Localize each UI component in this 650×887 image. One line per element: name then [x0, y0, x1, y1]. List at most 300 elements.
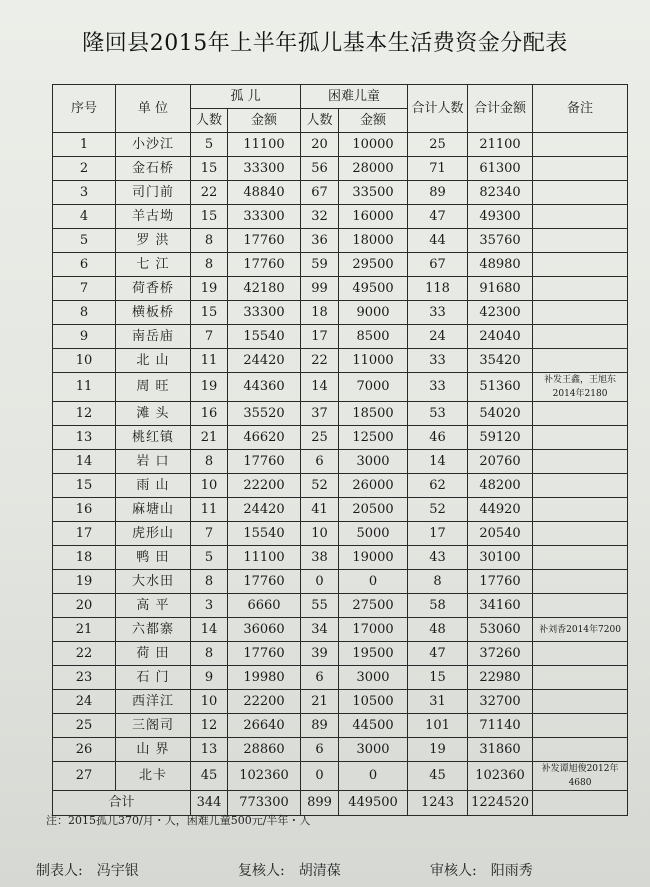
document-title: 隆回县2015年上半年孤儿基本生活费资金分配表	[82, 31, 568, 56]
cell-hardship-amount: 3000	[339, 450, 408, 474]
cell-total-count: 101	[408, 714, 468, 738]
cell-orphan-count: 14	[191, 618, 228, 642]
cell-note	[533, 642, 628, 666]
cell-unit: 虎形山	[116, 522, 191, 546]
cell-total-amount: 24040	[468, 325, 533, 349]
table-row	[53, 546, 628, 570]
cell-orphan-count: 15	[191, 301, 228, 325]
table-row	[53, 450, 628, 474]
table-row	[53, 666, 628, 690]
cell-orphan-amount: 17760	[228, 450, 301, 474]
table-row	[53, 373, 628, 402]
table-row	[53, 474, 628, 498]
cell-orphan-amount: 33300	[228, 301, 301, 325]
total-orphan-amount: 773300	[228, 791, 301, 816]
cell-hardship-count: 32	[301, 205, 339, 229]
total-hardship-amount: 449500	[339, 791, 408, 816]
cell-total-count: 71	[408, 157, 468, 181]
cell-total-amount: 31860	[468, 738, 533, 762]
cell-total-amount: 61300	[468, 157, 533, 181]
cell-total-count: 53	[408, 402, 468, 426]
cell-orphan-count: 11	[191, 498, 228, 522]
cell-total-count: 44	[408, 229, 468, 253]
cell-orphan-count: 8	[191, 642, 228, 666]
cell-unit: 金石桥	[116, 157, 191, 181]
table-row	[53, 426, 628, 450]
cell-hardship-count: 36	[301, 229, 339, 253]
cell-orphan-count: 22	[191, 181, 228, 205]
header-note: 备注	[533, 85, 628, 133]
cell-note: 补发谭旭俊2012年4680	[533, 762, 628, 791]
cell-hardship-count: 99	[301, 277, 339, 301]
cell-orphan-count: 5	[191, 546, 228, 570]
cell-unit: 麻塘山	[116, 498, 191, 522]
cell-hardship-count: 17	[301, 325, 339, 349]
cell-orphan-amount: 15540	[228, 522, 301, 546]
total-amount: 1224520	[468, 791, 533, 816]
cell-seq: 11	[53, 373, 116, 402]
cell-seq: 19	[53, 570, 116, 594]
cell-hardship-count: 22	[301, 349, 339, 373]
cell-hardship-count: 37	[301, 402, 339, 426]
cell-orphan-amount: 24420	[228, 349, 301, 373]
table-row	[53, 618, 628, 642]
cell-note: 补发王鑫，王旭东2014年2180	[533, 373, 628, 402]
table-row	[53, 642, 628, 666]
cell-hardship-amount: 12500	[339, 426, 408, 450]
cell-hardship-amount: 16000	[339, 205, 408, 229]
cell-hardship-amount: 49500	[339, 277, 408, 301]
cell-seq: 9	[53, 325, 116, 349]
table-row	[53, 349, 628, 373]
cell-orphan-count: 10	[191, 474, 228, 498]
cell-hardship-count: 6	[301, 450, 339, 474]
cell-orphan-amount: 36060	[228, 618, 301, 642]
cell-hardship-count: 25	[301, 426, 339, 450]
cell-total-amount: 59120	[468, 426, 533, 450]
table-row	[53, 498, 628, 522]
cell-hardship-amount: 0	[339, 762, 408, 791]
cell-seq: 10	[53, 349, 116, 373]
cell-orphan-amount: 22200	[228, 474, 301, 498]
cell-total-amount: 91680	[468, 277, 533, 301]
cell-hardship-count: 18	[301, 301, 339, 325]
cell-total-amount: 44920	[468, 498, 533, 522]
cell-orphan-count: 21	[191, 426, 228, 450]
cell-total-count: 33	[408, 301, 468, 325]
table-row	[53, 690, 628, 714]
cell-note	[533, 301, 628, 325]
cell-seq: 15	[53, 474, 116, 498]
cell-hardship-count: 38	[301, 546, 339, 570]
cell-total-count: 48	[408, 618, 468, 642]
cell-note	[533, 402, 628, 426]
cell-hardship-amount: 44500	[339, 714, 408, 738]
cell-total-amount: 30100	[468, 546, 533, 570]
cell-hardship-amount: 10500	[339, 690, 408, 714]
cell-total-amount: 48200	[468, 474, 533, 498]
cell-orphan-amount: 33300	[228, 157, 301, 181]
cell-hardship-count: 6	[301, 666, 339, 690]
cell-hardship-count: 10	[301, 522, 339, 546]
table-row	[53, 301, 628, 325]
table-row	[53, 205, 628, 229]
cell-note: 补刘香2014年7200	[533, 618, 628, 642]
cell-orphan-count: 3	[191, 594, 228, 618]
cell-orphan-count: 8	[191, 253, 228, 277]
cell-seq: 22	[53, 642, 116, 666]
cell-total-amount: 35420	[468, 349, 533, 373]
cell-hardship-amount: 8500	[339, 325, 408, 349]
cell-seq: 26	[53, 738, 116, 762]
cell-hardship-amount: 29500	[339, 253, 408, 277]
cell-orphan-amount: 11100	[228, 133, 301, 157]
reviewer-label: 复核人:	[238, 863, 285, 879]
table-row	[53, 181, 628, 205]
cell-orphan-amount: 35520	[228, 402, 301, 426]
cell-note	[533, 714, 628, 738]
cell-total-amount: 17760	[468, 570, 533, 594]
cell-orphan-count: 45	[191, 762, 228, 791]
allocation-table	[52, 84, 628, 816]
cell-total-amount: 32700	[468, 690, 533, 714]
cell-total-count: 33	[408, 349, 468, 373]
cell-seq: 13	[53, 426, 116, 450]
cell-total-count: 15	[408, 666, 468, 690]
cell-unit: 雨 山	[116, 474, 191, 498]
cell-total-amount: 20760	[468, 450, 533, 474]
cell-total-count: 43	[408, 546, 468, 570]
cell-hardship-amount: 27500	[339, 594, 408, 618]
header-row-1	[53, 85, 628, 109]
cell-orphan-amount: 24420	[228, 498, 301, 522]
cell-seq: 7	[53, 277, 116, 301]
cell-total-count: 47	[408, 205, 468, 229]
cell-seq: 24	[53, 690, 116, 714]
cell-hardship-amount: 3000	[339, 666, 408, 690]
maker-label: 制表人:	[36, 863, 83, 879]
cell-total-count: 52	[408, 498, 468, 522]
cell-unit: 岩 口	[116, 450, 191, 474]
cell-total-amount: 54020	[468, 402, 533, 426]
total-orphan-count: 344	[191, 791, 228, 816]
cell-total-count: 47	[408, 642, 468, 666]
cell-total-count: 25	[408, 133, 468, 157]
cell-seq: 23	[53, 666, 116, 690]
header-seq: 序号	[53, 85, 116, 133]
cell-orphan-amount: 17760	[228, 253, 301, 277]
cell-orphan-count: 13	[191, 738, 228, 762]
cell-hardship-amount: 18000	[339, 229, 408, 253]
table-body	[53, 133, 628, 791]
table-row	[53, 402, 628, 426]
cell-note	[533, 181, 628, 205]
table-row	[53, 253, 628, 277]
cell-orphan-amount: 15540	[228, 325, 301, 349]
cell-total-count: 24	[408, 325, 468, 349]
cell-note	[533, 690, 628, 714]
cell-seq: 14	[53, 450, 116, 474]
cell-hardship-amount: 33500	[339, 181, 408, 205]
maker-name: 冯宇银	[96, 863, 139, 879]
table-row	[53, 157, 628, 181]
cell-orphan-count: 8	[191, 229, 228, 253]
cell-unit: 滩 头	[116, 402, 191, 426]
cell-orphan-count: 8	[191, 450, 228, 474]
cell-orphan-amount: 17760	[228, 229, 301, 253]
cell-unit: 七 江	[116, 253, 191, 277]
header-total-amount: 合计金额	[468, 85, 533, 133]
cell-seq: 4	[53, 205, 116, 229]
cell-hardship-amount: 20500	[339, 498, 408, 522]
cell-note	[533, 133, 628, 157]
cell-unit: 小沙江	[116, 133, 191, 157]
cell-unit: 羊古坳	[116, 205, 191, 229]
cell-unit: 司门前	[116, 181, 191, 205]
cell-note	[533, 450, 628, 474]
cell-hardship-amount: 19500	[339, 642, 408, 666]
cell-orphan-amount: 17760	[228, 570, 301, 594]
cell-hardship-count: 20	[301, 133, 339, 157]
cell-hardship-count: 67	[301, 181, 339, 205]
cell-seq: 25	[53, 714, 116, 738]
cell-hardship-amount: 9000	[339, 301, 408, 325]
cell-note	[533, 205, 628, 229]
cell-seq: 2	[53, 157, 116, 181]
cell-total-amount: 102360	[468, 762, 533, 791]
cell-orphan-count: 7	[191, 325, 228, 349]
cell-orphan-count: 10	[191, 690, 228, 714]
cell-total-count: 58	[408, 594, 468, 618]
cell-hardship-count: 52	[301, 474, 339, 498]
cell-seq: 6	[53, 253, 116, 277]
table-row	[53, 325, 628, 349]
header-hardship: 困难儿童	[301, 85, 408, 109]
cell-seq: 27	[53, 762, 116, 791]
cell-total-count: 33	[408, 373, 468, 402]
cell-hardship-count: 34	[301, 618, 339, 642]
cell-hardship-amount: 18500	[339, 402, 408, 426]
cell-hardship-count: 89	[301, 714, 339, 738]
cell-unit: 荷香桥	[116, 277, 191, 301]
cell-hardship-amount: 10000	[339, 133, 408, 157]
cell-hardship-count: 21	[301, 690, 339, 714]
cell-orphan-amount: 102360	[228, 762, 301, 791]
cell-total-amount: 53060	[468, 618, 533, 642]
cell-note	[533, 426, 628, 450]
table-row	[53, 762, 628, 791]
cell-hardship-count: 55	[301, 594, 339, 618]
cell-unit: 大水田	[116, 570, 191, 594]
cell-unit: 石 门	[116, 666, 191, 690]
cell-seq: 17	[53, 522, 116, 546]
table-row	[53, 133, 628, 157]
cell-orphan-amount: 28860	[228, 738, 301, 762]
cell-unit: 六都寨	[116, 618, 191, 642]
cell-orphan-amount: 6660	[228, 594, 301, 618]
table-row	[53, 570, 628, 594]
cell-orphan-amount: 44360	[228, 373, 301, 402]
cell-seq: 5	[53, 229, 116, 253]
cell-total-count: 89	[408, 181, 468, 205]
cell-unit: 周 旺	[116, 373, 191, 402]
cell-total-count: 17	[408, 522, 468, 546]
cell-total-amount: 82340	[468, 181, 533, 205]
cell-total-amount: 37260	[468, 642, 533, 666]
header-unit: 单 位	[116, 85, 191, 133]
header-hardship-amount: 金额	[339, 109, 408, 133]
cell-orphan-count: 9	[191, 666, 228, 690]
header-total-count: 合计人数	[408, 85, 468, 133]
footnote: 注：2015孤儿370/月・人，困难儿童500元/半年・人	[46, 814, 311, 827]
cell-total-count: 19	[408, 738, 468, 762]
cell-total-amount: 35760	[468, 229, 533, 253]
table-row	[53, 277, 628, 301]
cell-orphan-count: 15	[191, 205, 228, 229]
cell-orphan-amount: 33300	[228, 205, 301, 229]
cell-orphan-count: 15	[191, 157, 228, 181]
header-orphan-amount: 金额	[228, 109, 301, 133]
cell-note	[533, 157, 628, 181]
cell-unit: 西洋江	[116, 690, 191, 714]
cell-unit: 北卡	[116, 762, 191, 791]
maker-signature	[36, 860, 139, 880]
cell-orphan-count: 19	[191, 373, 228, 402]
cell-orphan-amount: 17760	[228, 642, 301, 666]
header-orphan-count: 人数	[191, 109, 228, 133]
cell-note	[533, 666, 628, 690]
cell-orphan-count: 5	[191, 133, 228, 157]
cell-hardship-amount: 5000	[339, 522, 408, 546]
auditor-label: 审核人:	[430, 863, 477, 879]
cell-total-count: 46	[408, 426, 468, 450]
cell-orphan-amount: 46620	[228, 426, 301, 450]
total-label: 合计	[53, 791, 191, 816]
cell-total-amount: 42300	[468, 301, 533, 325]
cell-hardship-count: 14	[301, 373, 339, 402]
cell-seq: 1	[53, 133, 116, 157]
auditor-signature	[430, 860, 533, 880]
cell-unit: 山 界	[116, 738, 191, 762]
cell-total-count: 45	[408, 762, 468, 791]
cell-note	[533, 738, 628, 762]
cell-total-amount: 71140	[468, 714, 533, 738]
cell-note	[533, 253, 628, 277]
cell-orphan-amount: 48840	[228, 181, 301, 205]
cell-orphan-count: 12	[191, 714, 228, 738]
cell-seq: 12	[53, 402, 116, 426]
cell-orphan-count: 19	[191, 277, 228, 301]
cell-seq: 3	[53, 181, 116, 205]
cell-note	[533, 474, 628, 498]
header-orphan: 孤 儿	[191, 85, 301, 109]
total-count: 1243	[408, 791, 468, 816]
cell-note	[533, 594, 628, 618]
cell-total-count: 14	[408, 450, 468, 474]
cell-note	[533, 229, 628, 253]
cell-hardship-amount: 0	[339, 570, 408, 594]
cell-total-count: 8	[408, 570, 468, 594]
cell-orphan-amount: 22200	[228, 690, 301, 714]
cell-orphan-amount: 42180	[228, 277, 301, 301]
cell-hardship-count: 6	[301, 738, 339, 762]
cell-hardship-amount: 26000	[339, 474, 408, 498]
cell-orphan-count: 16	[191, 402, 228, 426]
total-hardship-count: 899	[301, 791, 339, 816]
cell-orphan-amount: 11100	[228, 546, 301, 570]
cell-total-amount: 21100	[468, 133, 533, 157]
cell-unit: 高 平	[116, 594, 191, 618]
cell-hardship-count: 56	[301, 157, 339, 181]
cell-orphan-amount: 19980	[228, 666, 301, 690]
cell-note	[533, 325, 628, 349]
cell-total-amount: 51360	[468, 373, 533, 402]
reviewer-name: 胡清葆	[298, 863, 341, 879]
cell-orphan-count: 11	[191, 349, 228, 373]
cell-total-amount: 34160	[468, 594, 533, 618]
cell-seq: 21	[53, 618, 116, 642]
cell-total-amount: 20540	[468, 522, 533, 546]
cell-orphan-count: 8	[191, 570, 228, 594]
cell-unit: 荷 田	[116, 642, 191, 666]
cell-hardship-amount: 19000	[339, 546, 408, 570]
cell-total-amount: 48980	[468, 253, 533, 277]
table-row	[53, 714, 628, 738]
cell-seq: 8	[53, 301, 116, 325]
cell-seq: 18	[53, 546, 116, 570]
table-row	[53, 594, 628, 618]
cell-unit: 南岳庙	[116, 325, 191, 349]
total-note	[533, 791, 628, 816]
cell-total-amount: 22980	[468, 666, 533, 690]
cell-orphan-count: 7	[191, 522, 228, 546]
cell-total-count: 118	[408, 277, 468, 301]
cell-note	[533, 277, 628, 301]
table-row	[53, 522, 628, 546]
cell-hardship-amount: 7000	[339, 373, 408, 402]
cell-seq: 20	[53, 594, 116, 618]
cell-hardship-amount: 28000	[339, 157, 408, 181]
cell-unit: 三阁司	[116, 714, 191, 738]
cell-hardship-count: 59	[301, 253, 339, 277]
cell-orphan-amount: 26640	[228, 714, 301, 738]
cell-hardship-count: 39	[301, 642, 339, 666]
cell-note	[533, 522, 628, 546]
table-row	[53, 738, 628, 762]
cell-hardship-amount: 17000	[339, 618, 408, 642]
cell-note	[533, 546, 628, 570]
cell-total-count: 31	[408, 690, 468, 714]
cell-total-count: 62	[408, 474, 468, 498]
cell-hardship-count: 0	[301, 570, 339, 594]
cell-total-count: 67	[408, 253, 468, 277]
cell-total-amount: 49300	[468, 205, 533, 229]
reviewer-signature	[238, 860, 341, 880]
cell-note	[533, 498, 628, 522]
cell-unit: 桃红镇	[116, 426, 191, 450]
cell-hardship-amount: 3000	[339, 738, 408, 762]
cell-unit: 横板桥	[116, 301, 191, 325]
cell-note	[533, 570, 628, 594]
cell-note	[533, 349, 628, 373]
cell-hardship-amount: 11000	[339, 349, 408, 373]
table-row	[53, 229, 628, 253]
cell-hardship-count: 0	[301, 762, 339, 791]
cell-hardship-count: 41	[301, 498, 339, 522]
auditor-name: 阳雨秀	[490, 863, 533, 879]
cell-unit: 北 山	[116, 349, 191, 373]
header-hardship-count: 人数	[301, 109, 339, 133]
